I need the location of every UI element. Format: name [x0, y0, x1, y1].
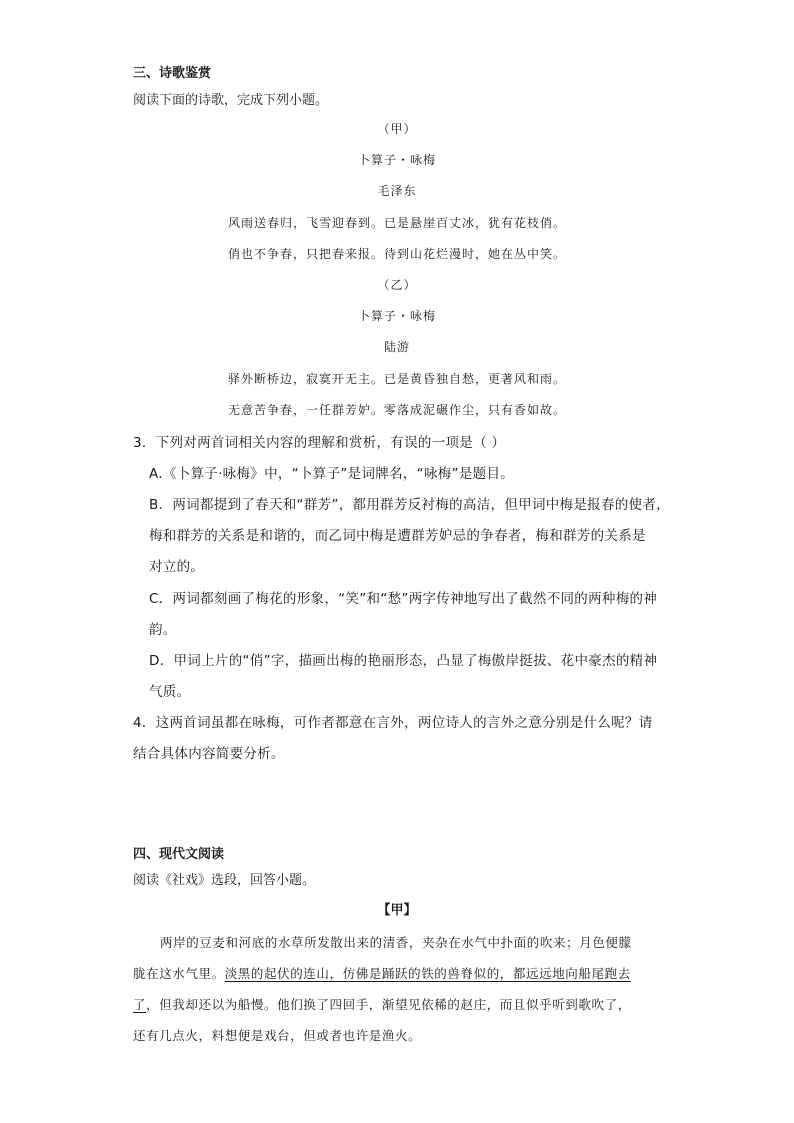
poem-a-line: 风雨送春归，飞雪迎春到。已是悬崖百丈冰，犹有花枝俏。 — [227, 216, 566, 230]
section-heading-poetry: 三、诗歌鉴赏 — [133, 66, 212, 81]
question-3-option-d: D．甲词上片的“俏”字，描画出梅的艳丽形态，凸显了梅傲岸挺拔、花中豪杰的精神 — [149, 653, 658, 669]
poem-a-label: （甲） — [377, 122, 417, 136]
poem-a-author: 毛泽东 — [377, 184, 417, 198]
passage-underlined-text: 了 — [133, 997, 147, 1012]
question-3-stem: 3．下列对两首词相关内容的理解和赏析，有误的一项是（ ） — [133, 435, 506, 451]
passage-line — [133, 995, 631, 1013]
question-4-stem: 4．这两首词虽都在咏梅，可作者都意在言外，两位诗人的言外之意分别是什么呢？请 — [133, 715, 653, 731]
passage-line: 还有几点火，料想便是戏台，但或者也许是渔火。 — [133, 1028, 422, 1043]
section-intro-poetry: 阅读下面的诗歌，完成下列小题。 — [133, 93, 329, 108]
poem-b-label: （乙） — [377, 278, 417, 292]
section-heading-prose: 四、现代文阅读 — [133, 847, 225, 862]
poem-b-line: 无意苦争春，一任群芳妒。零落成泥碾作尘，只有香如故。 — [227, 403, 566, 417]
poem-b-author: 陆游 — [383, 340, 410, 354]
poem-b-title: 卜算子・咏梅 — [357, 309, 436, 323]
passage-underlined-text: 淡黑的起伏的连山，仿佛是踊跃的铁的兽脊似的，都远远地向船尾跑去 — [224, 966, 631, 981]
poem-a-line: 俏也不争春，只把春来报。待到山花烂漫时，她在丛中笑。 — [227, 247, 566, 261]
question-4-stem-cont: 结合具体内容简要分析。 — [133, 746, 285, 762]
question-3-option-c-cont: 韵。 — [149, 622, 177, 638]
question-3-option-b: B．两词都提到了春天和“群芳”，都用群芳反衬梅的高洁，但甲词中梅是报春的使者， — [149, 497, 670, 513]
passage-line — [133, 964, 631, 982]
question-3-option-d-cont: 气质。 — [149, 684, 191, 700]
poem-b-line: 驿外断桥边，寂寞开无主。已是黄昏独自愁，更著风和雨。 — [227, 372, 566, 386]
question-3-option-b-cont: 对立的。 — [149, 559, 205, 575]
passage-label: 【甲】 — [377, 903, 417, 918]
question-3-option-a: A.《卜算子·咏梅》中，“卜算子”是词牌名，“咏梅”是题目。 — [149, 466, 515, 482]
passage-line: 两岸的豆麦和河底的水草所发散出来的清香，夹杂在水气中扑面的吹来；月色便朦 — [160, 935, 632, 950]
passage-text: ，但我却还以为船慢。他们换了四回手，渐望见依稀的赵庄，而且似乎听到歌吹了， — [146, 997, 631, 1012]
poem-a-title: 卜算子・咏梅 — [357, 153, 436, 167]
question-3-option-b-cont: 梅和群芳的关系是和谐的，而乙词中梅是遭群芳妒忌的争春者，梅和群芳的关系是 — [149, 528, 646, 544]
question-3-option-c: C．两词都刻画了梅花的形象，“笑”和“愁”两字传神地写出了截然不同的两种梅的神 — [149, 591, 658, 607]
passage-text: 胧在这水气里。 — [133, 966, 225, 981]
section-intro-prose: 阅读《社戏》选段，回答小题。 — [133, 873, 316, 888]
